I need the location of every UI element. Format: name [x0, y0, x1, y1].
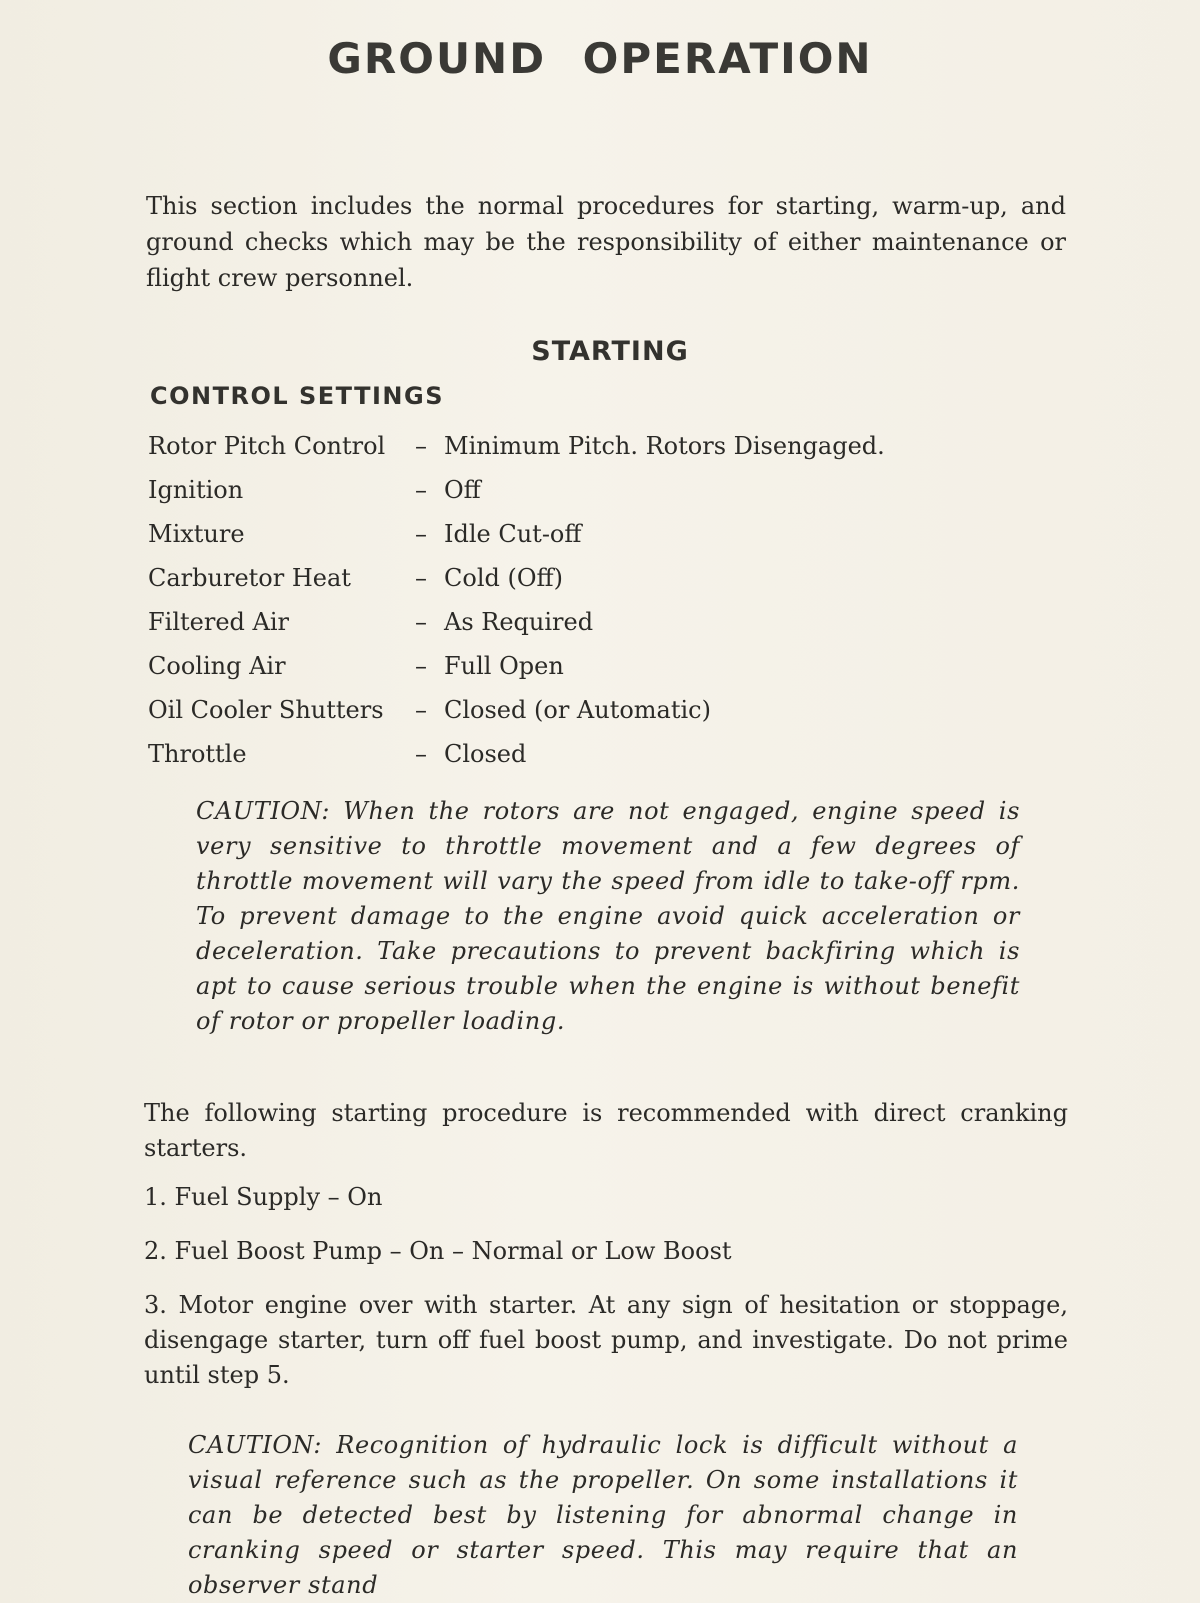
setting-name: Rotor Pitch Control: [148, 432, 386, 460]
setting-row-mixture: [148, 512, 1048, 556]
setting-name: Mixture: [148, 520, 245, 548]
setting-dash: –: [415, 476, 427, 504]
setting-dash: –: [415, 608, 427, 636]
setting-name: Ignition: [148, 476, 244, 504]
step-3: 3. Motor engine over with starter. At any sign of hesitation or stoppage, disengage starter, turn off fuel boost pump, and investigate. Do not prime until step 5.: [144, 1291, 1068, 1389]
setting-row-rotor-pitch-control: [148, 424, 1048, 468]
setting-name: Throttle: [148, 740, 247, 768]
setting-row-throttle: [148, 732, 1048, 776]
setting-value: Closed: [444, 740, 527, 768]
setting-dash: –: [415, 652, 427, 680]
setting-row-cooling-air: [148, 644, 1048, 688]
caution-note-hydraulic-lock: CAUTION: Recognition of hydraulic lock is difficult without a visual reference such as the propeller. On some installations it can be detected best by listening for abnormal change in cranking speed or starter speed. This may require that an observer stand: [188, 1431, 1018, 1599]
caution-note-rotors: CAUTION: When the rotors are not engaged, engine speed is very sensitive to throttle movement and a few degrees of throttle movement will vary the speed from idle to take-off rpm. To prevent damage to the engine avoid quick acceleration or deceleration. Take precautions to prevent backfiring which is apt to cause serious trouble when the engine is without benefit of rotor or propeller loading.: [196, 797, 1020, 1035]
setting-name: Cooling Air: [148, 652, 286, 680]
setting-row-ignition: [148, 468, 1048, 512]
setting-dash: –: [415, 432, 427, 460]
setting-value: Idle Cut-off: [444, 520, 582, 548]
setting-value: Cold (Off): [444, 564, 563, 592]
setting-dash: –: [415, 696, 427, 724]
starting-procedure-intro: The following starting procedure is recommended with direct cranking starters.: [144, 1099, 1068, 1162]
setting-row-oil-cooler-shutters: [148, 688, 1048, 732]
setting-dash: –: [415, 564, 427, 592]
section-heading-starting: STARTING: [531, 336, 689, 367]
setting-dash: –: [415, 520, 427, 548]
setting-dash: –: [415, 740, 427, 768]
setting-name: Filtered Air: [148, 608, 289, 636]
intro-paragraph: This section includes the normal procedures for starting, warm-up, and ground checks which may be the responsibility of either maintenance or flight crew personnel.: [146, 192, 1066, 292]
setting-value: Off: [444, 476, 481, 504]
control-settings-list: [148, 424, 1048, 776]
subsection-heading-control-settings: CONTROL SETTINGS: [150, 382, 444, 410]
setting-value: Minimum Pitch. Rotors Disengaged.: [444, 432, 885, 460]
setting-value: Full Open: [444, 652, 564, 680]
step-1: 1. Fuel Supply – On: [144, 1183, 383, 1211]
setting-row-filtered-air: [148, 600, 1048, 644]
setting-name: Oil Cooler Shutters: [148, 696, 384, 724]
page-title: GROUND OPERATION: [327, 34, 873, 83]
setting-row-carburetor-heat: [148, 556, 1048, 600]
setting-name: Carburetor Heat: [148, 564, 351, 592]
setting-value: As Required: [444, 608, 594, 636]
step-2: 2. Fuel Boost Pump – On – Normal or Low Boost: [144, 1237, 732, 1265]
setting-value: Closed (or Automatic): [444, 696, 711, 724]
